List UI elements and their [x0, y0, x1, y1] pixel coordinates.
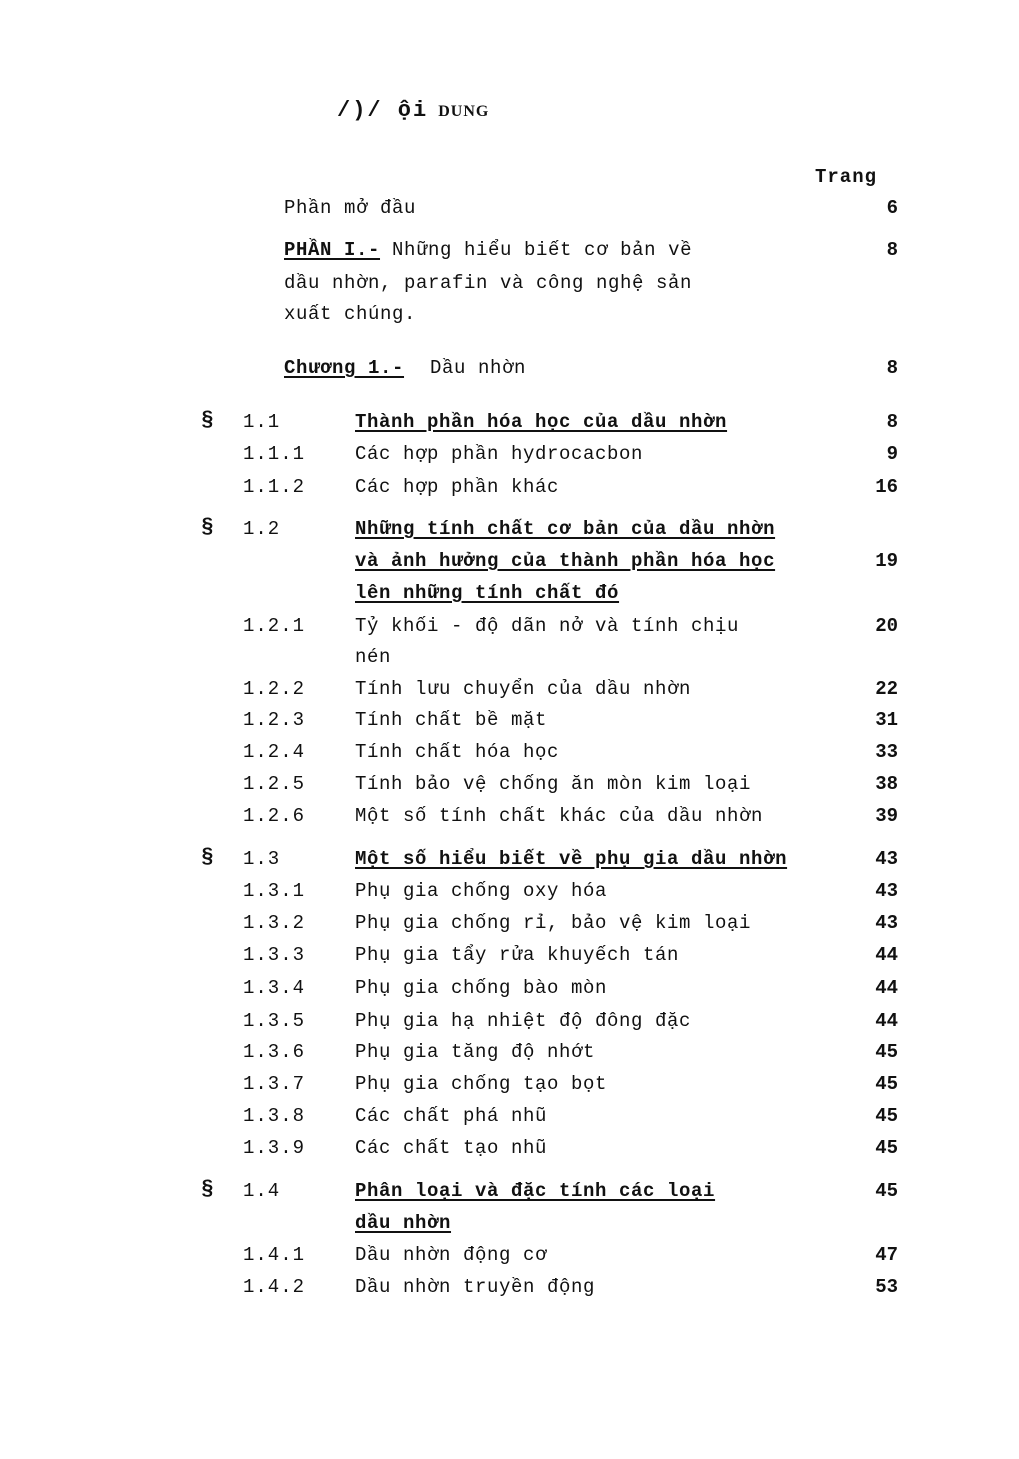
intro-row-part1-cont [284, 272, 692, 294]
intro-text: dầu nhờn, parafin và công nghệ sản [284, 272, 693, 294]
section-marker: § [201, 847, 214, 870]
section-number: 1.1.1 [243, 443, 306, 465]
section-title: Các hợp phần khác [355, 476, 560, 498]
section-number: 1.3.8 [243, 1105, 306, 1127]
section-page-number: 43 [875, 880, 898, 902]
section-page-number: 45 [875, 1041, 898, 1063]
intro-row-part1 [284, 239, 692, 261]
section-title: Một số hiểu biết về phụ gia dầu nhờn [355, 848, 788, 870]
section-page-number: 22 [875, 678, 898, 700]
section-number: 1.3.4 [243, 977, 306, 999]
section-title: Các chất tạo nhũ [355, 1137, 548, 1159]
section-marker: § [201, 1179, 214, 1202]
section-marker: § [201, 517, 214, 540]
section-page-number: 20 [875, 615, 898, 637]
intro-text: Những hiểu biết cơ bản về [392, 239, 693, 261]
intro-text: Dầu nhờn [430, 357, 527, 379]
heading-part1: /)/ ội [337, 98, 429, 123]
page-heading [337, 98, 489, 123]
intro-page: 8 [886, 239, 898, 261]
section-number: 1.3.2 [243, 912, 306, 934]
section-title: Tính chất bề mặt [355, 709, 548, 731]
section-title: và ảnh hưởng của thành phần hóa học [355, 550, 776, 572]
heading-part2: DUNG [438, 103, 490, 120]
section-number: 1.2.2 [243, 678, 306, 700]
section-page-number: 44 [875, 1010, 898, 1032]
section-page-number: 44 [875, 944, 898, 966]
section-title: Một số tính chất khác của dầu nhờn [355, 805, 764, 827]
section-title: Tỷ khối - độ dãn nở và tính chịu [355, 615, 740, 637]
section-number: 1.4.1 [243, 1244, 306, 1266]
section-title: Dầu nhờn động cơ [355, 1244, 548, 1266]
section-title: Phụ gia tẩy rửa khuyếch tán [355, 944, 680, 966]
section-number: 1.3.1 [243, 880, 306, 902]
section-number: 1.3.5 [243, 1010, 306, 1032]
section-number: 1.2 [243, 518, 281, 540]
section-number: 1.3 [243, 848, 281, 870]
section-page-number: 45 [875, 1073, 898, 1095]
intro-text: Phần mở đầu [284, 197, 417, 219]
section-number: 1.2.3 [243, 709, 306, 731]
section-marker: § [201, 410, 214, 433]
section-page-number: 8 [886, 411, 898, 433]
section-number: 1.4 [243, 1180, 281, 1202]
section-title: Phụ gia tăng độ nhớt [355, 1041, 596, 1063]
chapter-label: Chương 1.- [284, 357, 405, 379]
section-title: Phân loại và đặc tính các loại [355, 1180, 716, 1202]
section-title: Dầu nhờn truyền động [355, 1276, 596, 1298]
section-page-number: 43 [875, 912, 898, 934]
section-page-number: 33 [875, 741, 898, 763]
section-page-number: 45 [875, 1105, 898, 1127]
section-page-number: 19 [875, 550, 898, 572]
section-title: Tính lưu chuyển của dầu nhờn [355, 678, 692, 700]
section-page-number: 43 [875, 848, 898, 870]
section-number: 1.1 [243, 411, 281, 433]
page-column-label: Trang [815, 166, 878, 188]
section-page-number: 53 [875, 1276, 898, 1298]
intro-text: xuất chúng. [284, 303, 417, 325]
section-page-number: 45 [875, 1180, 898, 1202]
section-title: Phụ gia chống oxy hóa [355, 880, 608, 902]
intro-page: 8 [886, 357, 898, 379]
section-number: 1.3.7 [243, 1073, 306, 1095]
section-number: 1.2.4 [243, 741, 306, 763]
section-page-number: 39 [875, 805, 898, 827]
section-page-number: 47 [875, 1244, 898, 1266]
section-page-number: 31 [875, 709, 898, 731]
section-title: Các hợp phần hydrocacbon [355, 443, 644, 465]
section-title: Phụ gia chống bào mòn [355, 977, 608, 999]
section-title: Phụ gia chống tạo bọt [355, 1073, 608, 1095]
section-page-number: 16 [875, 476, 898, 498]
section-title: nén [355, 646, 392, 668]
section-number: 1.2.5 [243, 773, 306, 795]
intro-page: 6 [886, 197, 898, 219]
section-page-number: 44 [875, 977, 898, 999]
part-label: PHẦN I.- [284, 239, 381, 261]
section-title: Tính bảo vệ chống ăn mòn kim loại [355, 773, 752, 795]
section-title: Phụ gia hạ nhiệt độ đông đặc [355, 1010, 692, 1032]
section-title: Phụ gia chống rỉ, bảo vệ kim loại [355, 912, 752, 934]
section-title: Thành phần hóa học của dầu nhờn [355, 411, 728, 433]
section-title: Tính chất hóa học [355, 741, 560, 763]
section-number: 1.3.3 [243, 944, 306, 966]
intro-row-part1-cont2 [284, 303, 416, 325]
section-title: dầu nhờn [355, 1212, 452, 1234]
section-page-number: 38 [875, 773, 898, 795]
intro-row-chapter1 [284, 357, 526, 379]
section-number: 1.4.2 [243, 1276, 306, 1298]
section-title: Những tính chất cơ bản của dầu nhờn [355, 518, 776, 540]
section-number: 1.1.2 [243, 476, 306, 498]
section-number: 1.3.6 [243, 1041, 306, 1063]
intro-row-opening [284, 197, 416, 219]
section-number: 1.3.9 [243, 1137, 306, 1159]
section-page-number: 9 [886, 443, 898, 465]
section-number: 1.2.6 [243, 805, 306, 827]
section-title: Các chất phá nhũ [355, 1105, 548, 1127]
section-title: lên những tính chất đó [355, 582, 620, 604]
section-number: 1.2.1 [243, 615, 306, 637]
section-page-number: 45 [875, 1137, 898, 1159]
